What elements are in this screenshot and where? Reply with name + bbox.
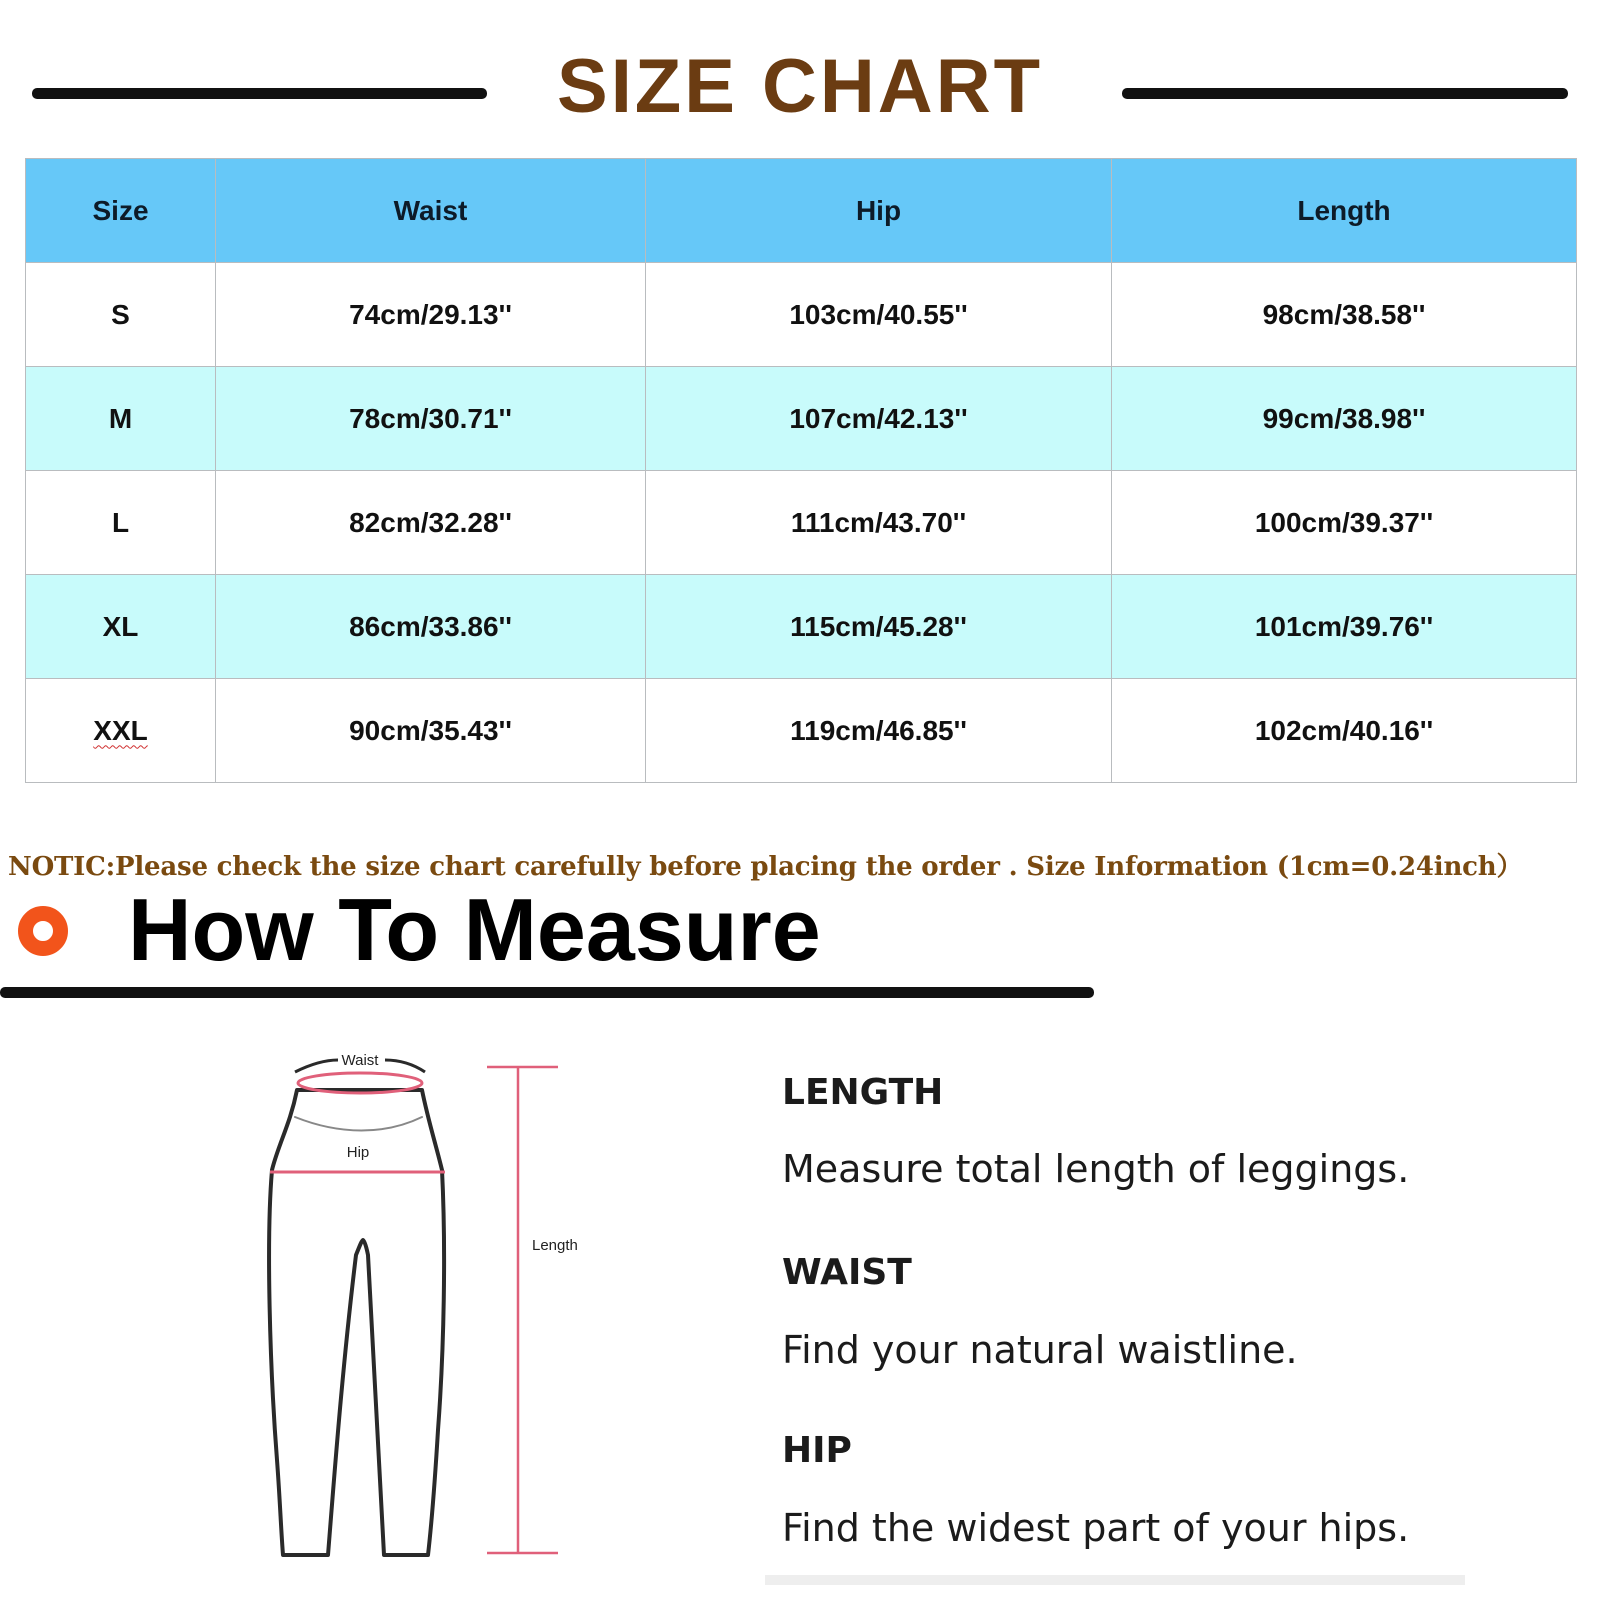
cell-hip: 115cm/45.28'' — [646, 575, 1112, 679]
cell-waist: 78cm/30.71'' — [216, 367, 646, 471]
cell-length: 102cm/40.16'' — [1112, 679, 1577, 783]
length-description: Measure total length of leggings. — [782, 1147, 1410, 1191]
cell-size: L — [26, 471, 216, 575]
cell-size-text: XXL — [93, 714, 148, 746]
header-length: Length — [1112, 159, 1577, 263]
hip-label: Hip — [346, 1144, 370, 1161]
measure-title-underline — [0, 987, 1094, 998]
cell-waist: 86cm/33.86'' — [216, 575, 646, 679]
table-row — [26, 471, 1577, 575]
cell-size: XL — [26, 575, 216, 679]
waistband-seam — [295, 1117, 422, 1131]
cell-hip: 111cm/43.70'' — [646, 471, 1112, 575]
header-hip: Hip — [646, 159, 1112, 263]
length-label: Length — [532, 1237, 578, 1254]
page-title: SIZE CHART — [557, 44, 1043, 129]
leggings-diagram — [250, 1050, 610, 1570]
cell-length: 98cm/38.58'' — [1112, 263, 1577, 367]
size-notice: NOTIC:Please check the size chart carefully before placing the order . Size Information (1cm=0.24inch） — [8, 852, 1523, 882]
cell-waist: 90cm/35.43'' — [216, 679, 646, 783]
cell-length: 101cm/39.76'' — [1112, 575, 1577, 679]
bottom-divider — [765, 1575, 1465, 1585]
hip-heading: HIP — [782, 1430, 852, 1471]
cell-size — [26, 679, 216, 783]
ring-bullet-icon — [18, 906, 68, 956]
table-row — [26, 263, 1577, 367]
cell-size: S — [26, 263, 216, 367]
how-to-measure-title: How To Measure — [128, 880, 821, 979]
length-heading: LENGTH — [782, 1072, 944, 1113]
header-size: Size — [26, 159, 216, 263]
cell-size: M — [26, 367, 216, 471]
header-waist: Waist — [216, 159, 646, 263]
table-header-row — [26, 159, 1577, 263]
waist-description: Find your natural waistline. — [782, 1328, 1298, 1372]
cell-waist: 74cm/29.13'' — [216, 263, 646, 367]
cell-hip: 103cm/40.55'' — [646, 263, 1112, 367]
hip-description: Find the widest part of your hips. — [782, 1506, 1410, 1550]
size-table — [25, 158, 1577, 783]
cell-waist: 82cm/32.28'' — [216, 471, 646, 575]
table-row — [26, 367, 1577, 471]
table-row — [26, 679, 1577, 783]
table-row — [26, 575, 1577, 679]
cell-length: 99cm/38.98'' — [1112, 367, 1577, 471]
cell-length: 100cm/39.37'' — [1112, 471, 1577, 575]
waist-heading: WAIST — [782, 1252, 912, 1293]
cell-hip: 119cm/46.85'' — [646, 679, 1112, 783]
cell-hip: 107cm/42.13'' — [646, 367, 1112, 471]
waist-label: Waist — [341, 1052, 379, 1069]
